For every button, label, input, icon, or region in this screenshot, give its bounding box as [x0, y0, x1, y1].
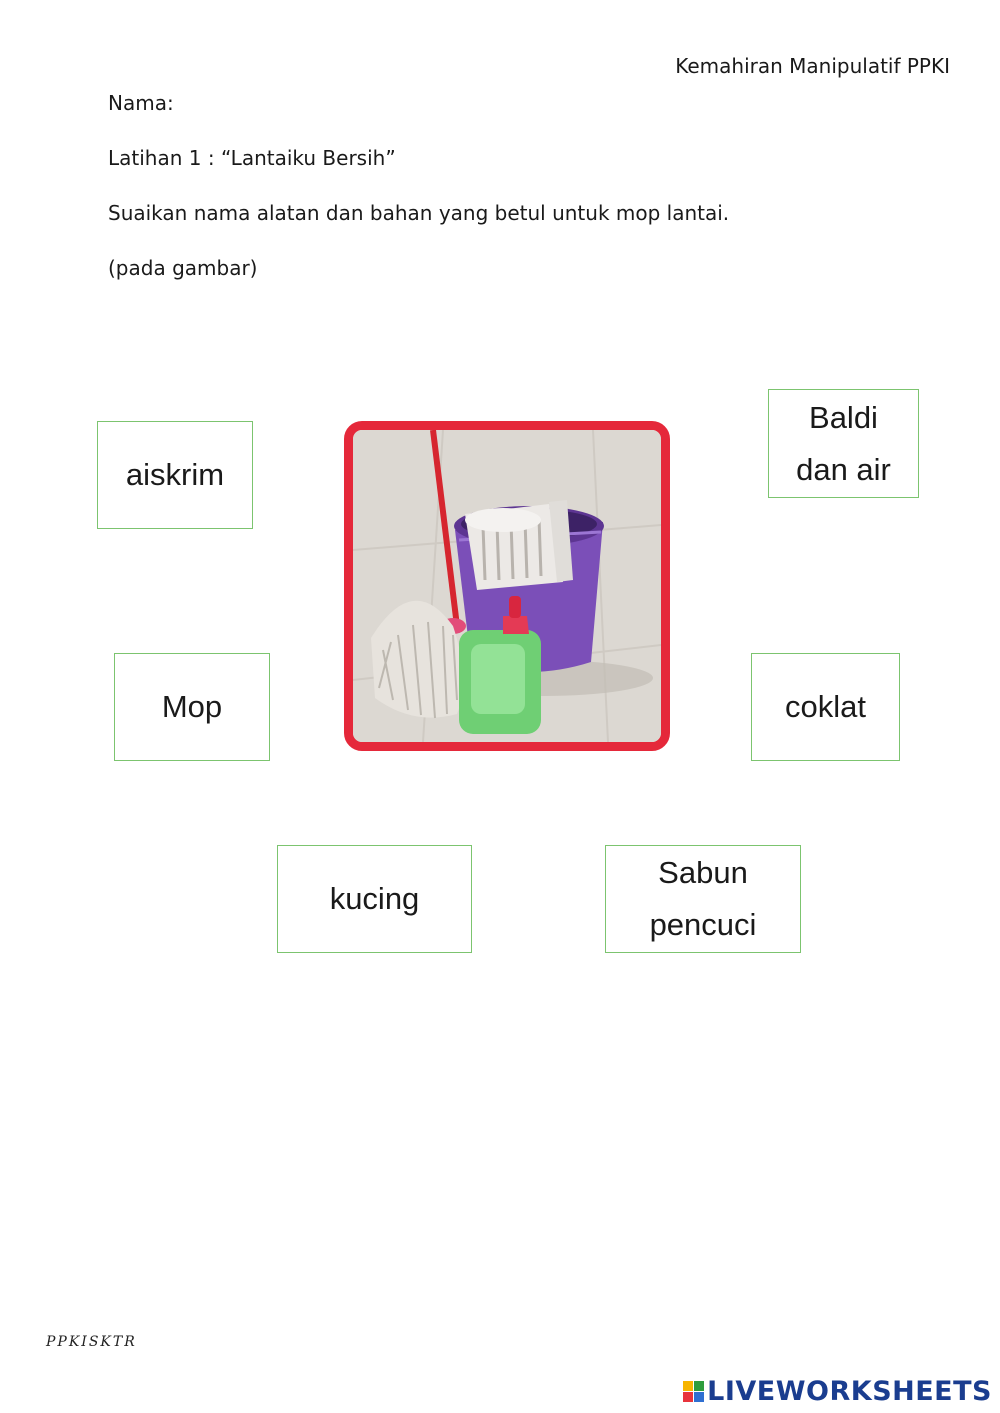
- answer-box-kucing[interactable]: [277, 845, 472, 953]
- name-label: Nama:: [108, 91, 174, 115]
- subject-header: Kemahiran Manipulatif PPKI: [675, 54, 950, 78]
- mop-bucket-photo: [344, 421, 670, 751]
- footer-school-code: PPKISKTR: [46, 1334, 137, 1350]
- instruction-note: (pada gambar): [108, 256, 258, 280]
- answer-box-mop[interactable]: [114, 653, 270, 761]
- mop-bucket-illustration: [353, 430, 661, 742]
- answer-box-text: dan air: [796, 451, 891, 487]
- instruction-text: Suaikan nama alatan dan bahan yang betul untuk mop lantai.: [108, 201, 730, 225]
- answer-box-sabun-pencuci[interactable]: [605, 845, 801, 953]
- exercise-title: Latihan 1 : “Lantaiku Bersih”: [108, 146, 396, 170]
- answer-box-text: Baldi: [809, 399, 878, 435]
- answer-box-text: Sabun: [658, 855, 748, 890]
- answer-box-text: Mop: [161, 689, 223, 724]
- logo-square-green: [694, 1381, 704, 1391]
- answer-box-coklat[interactable]: [751, 653, 900, 761]
- brand-text: LIVEWORKSHEETS: [707, 1376, 992, 1407]
- answer-box-text: coklat: [785, 689, 866, 724]
- answer-box-text: kucing: [329, 881, 420, 916]
- logo-square-blue: [694, 1392, 704, 1402]
- logo-square-yellow: [683, 1381, 693, 1391]
- answer-box-baldi-dan-air[interactable]: [768, 389, 919, 498]
- logo-square-red: [683, 1392, 693, 1402]
- answer-box-text: aiskrim: [125, 457, 225, 492]
- answer-box-aiskrim[interactable]: [97, 421, 253, 529]
- liveworksheets-logo[interactable]: [683, 1376, 992, 1407]
- liveworksheets-logo-icon: [683, 1381, 704, 1402]
- answer-box-text: pencuci: [649, 907, 757, 942]
